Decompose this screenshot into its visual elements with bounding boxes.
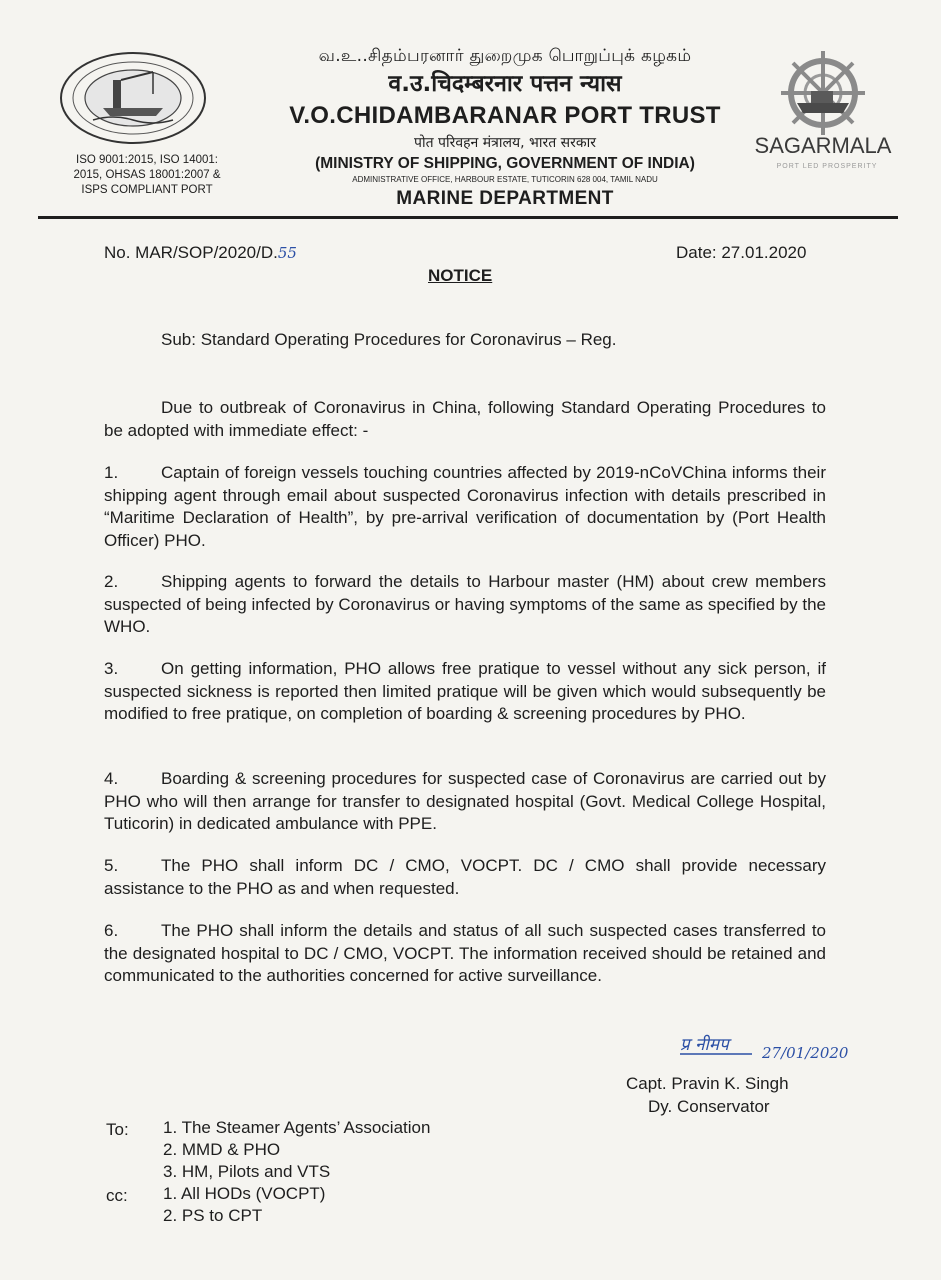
notice-title: NOTICE xyxy=(428,266,493,285)
sagarmala-logo xyxy=(745,45,905,175)
svg-text:SAGARMALA: SAGARMALA xyxy=(754,133,892,158)
svg-text:27/01/2020: 27/01/2020 xyxy=(762,1044,849,1062)
handwritten-ref: 55 xyxy=(277,244,297,262)
sop-item-1: 1. Captain of foreign vessels touching countries affected by 2019-nCoVChina informs their shipping agent through email about suspected Coronavirus infection with details prescribed in “Maritime Declaration of Health”, by pre-arrival verification of documentation by (Port Health Officer) PHO. xyxy=(104,463,826,550)
sop-item-6: 6. The PHO shall inform the details and status of all such suspected cases transferred to the designated hospital to DC / CMO, VOCPT. The information received should be retained and communicated to the authorities concerned for active surveillance. xyxy=(104,921,826,985)
org-name: V.O.CHIDAMBARANAR PORT TRUST xyxy=(289,102,721,129)
notice-date: Date: 27.01.2020 xyxy=(676,243,807,262)
iso-certification: ISO 9001:2015, ISO 14001: 2015, OHSAS 18001:2007 & ISPS COMPLIANT PORT xyxy=(73,154,221,196)
cc-item: 2. PS to CPT xyxy=(163,1206,263,1225)
ministry-line: (MINISTRY OF SHIPPING, GOVERNMENT OF INDIA) xyxy=(315,155,695,172)
signatory-name: Capt. Pravin K. Singh xyxy=(626,1074,789,1093)
to-label: To: xyxy=(106,1120,129,1139)
hindi-name: व.उ.चिदम्बरनार पत्तन न्यास xyxy=(388,71,622,97)
address-line: ADMINISTRATIVE OFFICE, HARBOUR ESTATE, TUTICORIN 628 004, TAMIL NADU xyxy=(352,175,658,184)
tamil-name: வ.உ..சிதம்பரனார் துறைமுக பொறுப்புக் கழகம் xyxy=(318,46,692,66)
cc-item: 1. All HODs (VOCPT) xyxy=(163,1184,326,1203)
sop-item-5: 5. The PHO shall inform DC / CMO, VOCPT. DC / CMO shall provide necessary assistance to the PHO as and when requested. xyxy=(104,856,826,898)
handwritten-signature xyxy=(680,1028,870,1064)
sop-item-2: 2. Shipping agents to forward the details to Harbour master (HM) about crew members suspected of being infected by Coronavirus or having symptoms of the same as specified by the WHO. xyxy=(104,572,826,636)
intro-paragraph: Due to outbreak of Coronavirus in China, following Standard Operating Procedures to be adopted with immediate effect: - xyxy=(104,398,826,440)
port-trust-logo xyxy=(58,50,208,146)
letterhead xyxy=(240,44,770,212)
sop-item-3: 3. On getting information, PHO allows free pratique to vessel without any sick person, if suspected sickness is reported then limited pratique will be given which would subsequently be modified to free pratique, on completion of boarding & screening procedures by PHO. xyxy=(104,659,826,723)
to-item: 1. The Steamer Agents’ Association xyxy=(163,1118,431,1137)
hindi-ministry: पोत परिवहन मंत्रालय, भारत सरकार xyxy=(414,135,596,151)
cc-label: cc: xyxy=(106,1186,128,1205)
sop-item-4: 4. Boarding & screening procedures for suspected case of Coronavirus are carried out by PHO who will then arrange for transfer to designated hospital (Govt. Medical College Hospital, Tuticorin) in dedicated ambulance with PPE. xyxy=(104,769,826,833)
department-name: MARINE DEPARTMENT xyxy=(396,188,614,209)
to-item: 3. HM, Pilots and VTS xyxy=(163,1162,331,1181)
svg-text:PORT LED PROSPERITY: PORT LED PROSPERITY xyxy=(776,163,878,170)
svg-text:प्र नीमप: प्र नीमप xyxy=(680,1035,729,1055)
signatory-designation: Dy. Conservator xyxy=(648,1097,770,1116)
subject-line: Sub: Standard Operating Procedures for Coronavirus – Reg. xyxy=(161,330,617,349)
reference-number: No. MAR/SOP/2020/D.55 xyxy=(104,243,297,262)
header-divider xyxy=(38,216,898,219)
to-item: 2. MMD & PHO xyxy=(163,1140,281,1159)
